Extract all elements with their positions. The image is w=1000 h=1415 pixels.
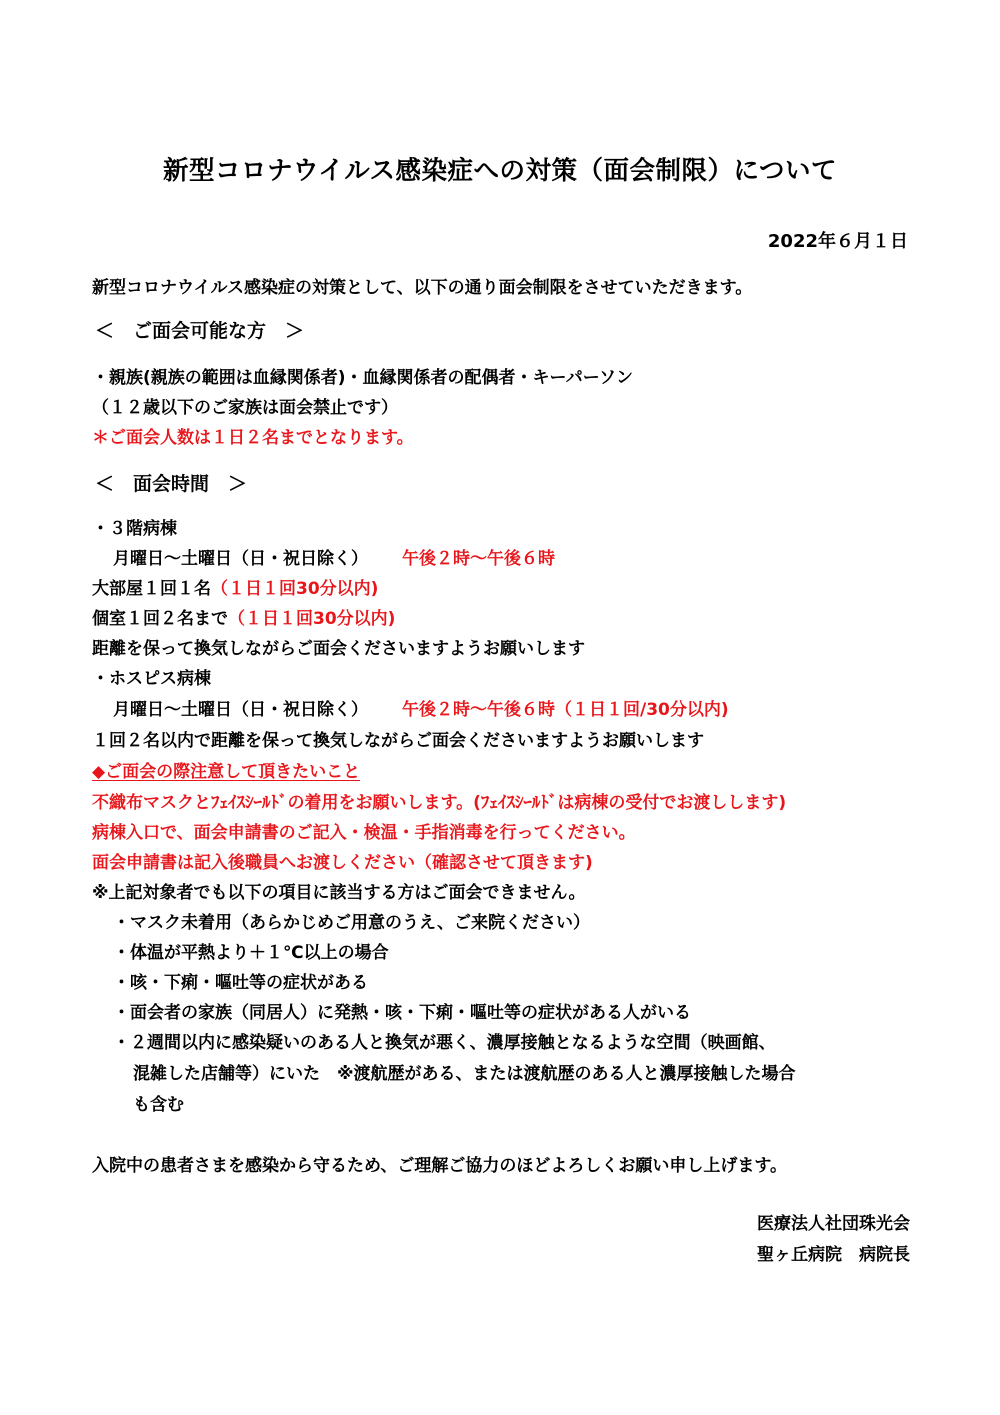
ward3-large-room: 大部屋１回１名（１日１回30分以内)	[92, 579, 379, 599]
visitors-heading: ＜ ご面会可能な方 ＞	[95, 320, 305, 342]
ward3-days: 月曜日～土曜日（日・祝日除く）	[113, 549, 368, 569]
restriction-item: ・体温が平熱より＋１℃以上の場合	[113, 943, 389, 963]
restriction-item-continued: 混雑した店舗等）にいた ※渡航歴がある、または渡航歴のある人と濃厚接触した場合	[133, 1064, 796, 1084]
visitors-note: ＊ご面会人数は１日２名までとなります。	[92, 428, 414, 448]
signature-org: 医療法人社団珠光会	[757, 1214, 910, 1234]
hospice-days: 月曜日～土曜日（日・祝日除く）	[113, 700, 368, 720]
restriction-item: ・マスク未着用（あらかじめご用意のうえ、ご来院ください）	[113, 913, 591, 933]
document-date: 2022年６月１日	[767, 231, 908, 252]
restriction-item: ・面会者の家族（同居人）に発熱・咳・下痢・嘔吐等の症状がある人がいる	[113, 1003, 691, 1023]
restriction-item: ・咳・下痢・嘔吐等の症状がある	[113, 973, 368, 993]
hours-heading: ＜ 面会時間 ＞	[95, 473, 248, 495]
hospice-note: １回２名以内で距離を保って換気しながらご面会くださいますようお願いします	[92, 731, 704, 751]
restrictions-intro: ※上記対象者でも以下の項目に該当する方はご面会できません。	[92, 883, 586, 903]
closing-text: 入院中の患者さまを感染から守るため、ご理解ご協力のほどよろしくお願い申し上げます。	[92, 1156, 787, 1176]
ward3-title: ・３階病棟	[92, 519, 177, 539]
visitors-line-1: ・親族(親族の範囲は血縁関係者)・血縁関係者の配偶者・キーパーソン	[92, 368, 634, 388]
caution-item: 不織布マスクとﾌｪｲｽｼｰﾙﾄﾞの着用をお願いします。(ﾌｪｲｽｼｰﾙﾄﾞは病棟の受付でお渡しします)	[92, 793, 787, 813]
restriction-item-continued: も含む	[133, 1095, 184, 1115]
restriction-item: ・２週間以内に感染疑いのある人と換気が悪く、濃厚接触となるような空間（映画館、	[113, 1033, 776, 1053]
ward3-private-room: 個室１回２名まで（１日１回30分以内)	[92, 609, 396, 629]
caution-item: 病棟入口で、面会申請書のご記入・検温・手指消毒を行ってください。	[92, 823, 636, 843]
signature-hospital: 聖ヶ丘病院 病院長	[757, 1245, 910, 1265]
caution-item: 面会申請書は記入後職員へお渡しください（確認させて頂きます)	[92, 853, 593, 873]
hospice-schedule	[113, 698, 729, 722]
hospice-title: ・ホスピス病棟	[92, 669, 211, 689]
ward3-schedule	[113, 547, 555, 571]
ward3-note: 距離を保って換気しながらご面会くださいますようお願いします	[92, 639, 585, 659]
ward3-time: 午後２時～午後６時	[402, 549, 555, 569]
cautions-heading: ◆ご面会の際注意して頂きたいこと	[92, 762, 361, 782]
page-title: 新型コロナウイルス感染症への対策（面会制限）について	[163, 156, 837, 186]
intro-text: 新型コロナウイルス感染症の対策として、以下の通り面会制限をさせていただきます。	[92, 278, 753, 298]
hospice-time: 午後２時～午後６時（１日１回/30分以内)	[402, 700, 729, 720]
visitors-line-2: （１２歳以下のご家族は面会禁止です）	[92, 398, 398, 418]
